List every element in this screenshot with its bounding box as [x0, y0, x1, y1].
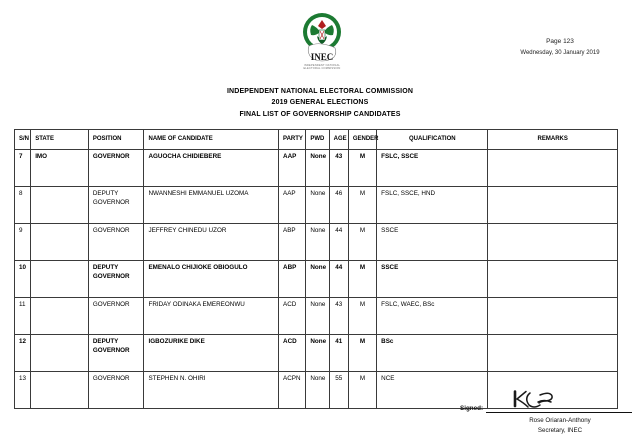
cell-party: AAP	[279, 150, 306, 187]
column-header-pwd: PWD	[306, 130, 329, 150]
cell-name: EMENALO CHIJIOKE OBIOGULO	[144, 261, 279, 298]
cell-age: 44	[329, 224, 348, 261]
cell-position: DEPUTY GOVERNOR	[88, 187, 144, 224]
cell-pwd: None	[306, 372, 329, 409]
cell-remarks	[488, 261, 618, 298]
cell-remarks	[488, 298, 618, 335]
page-number: Page 123	[546, 38, 574, 45]
cell-remarks	[488, 187, 618, 224]
cell-sn: 10	[15, 261, 31, 298]
table-row[interactable]	[15, 261, 618, 298]
inec-logo	[295, 10, 349, 70]
cell-state	[31, 298, 89, 335]
cell-age: 43	[329, 298, 348, 335]
cell-age: 55	[329, 372, 348, 409]
cell-state: IMO	[31, 150, 89, 187]
cell-pwd: None	[306, 335, 329, 372]
cell-state	[31, 335, 89, 372]
cell-gender: M	[348, 150, 376, 187]
cell-sn: 13	[15, 372, 31, 409]
column-header-party: PARTY	[279, 130, 306, 150]
cell-party: ACD	[279, 298, 306, 335]
cell-pwd: None	[306, 187, 329, 224]
cell-pwd: None	[306, 150, 329, 187]
signature-line	[486, 396, 632, 413]
cell-state	[31, 261, 89, 298]
cell-state	[31, 224, 89, 261]
document-title-block	[0, 86, 640, 120]
cell-qualification: SSCE	[377, 261, 488, 298]
cell-qualification: FSLC, SSCE, HND	[377, 187, 488, 224]
title-elections: 2019 GENERAL ELECTIONS	[271, 99, 369, 107]
cell-gender: M	[348, 187, 376, 224]
cell-party: ABP	[279, 261, 306, 298]
cell-gender: M	[348, 224, 376, 261]
svg-text:ELECTORAL COMMISSION: ELECTORAL COMMISSION	[303, 67, 341, 70]
cell-name: STEPHEN N. OHIRI	[144, 372, 279, 409]
cell-party: ACD	[279, 335, 306, 372]
column-header-age: AGE	[329, 130, 348, 150]
cell-sn: 8	[15, 187, 31, 224]
cell-position: GOVERNOR	[88, 298, 144, 335]
column-header-qualification: QUALIFICATION	[377, 130, 488, 150]
cell-qualification: FSLC, SSCE	[377, 150, 488, 187]
cell-name: FRIDAY ODINAKA EMEREONWU	[144, 298, 279, 335]
column-header-position: POSITION	[88, 130, 144, 150]
table-row[interactable]	[15, 150, 618, 187]
cell-gender: M	[348, 335, 376, 372]
column-header-gender: GENDER	[348, 130, 376, 150]
signature-mark	[510, 390, 556, 413]
cell-remarks	[488, 335, 618, 372]
cell-party: AAP	[279, 187, 306, 224]
cell-sn: 9	[15, 224, 31, 261]
cell-name: IGBOZURIKE DIKE	[144, 335, 279, 372]
table-row[interactable]	[15, 298, 618, 335]
candidates-table	[14, 129, 618, 409]
table-body	[15, 150, 618, 409]
column-header-state: STATE	[31, 130, 89, 150]
page-meta	[492, 36, 628, 60]
title-list: FINAL LIST OF GOVERNORSHIP CANDIDATES	[239, 110, 401, 118]
signed-label: Signed:	[460, 405, 484, 412]
table-row[interactable]	[15, 224, 618, 261]
signatory-name: Rose Oriaran-Anthony	[529, 417, 591, 424]
cell-gender: M	[348, 372, 376, 409]
cell-party: ABP	[279, 224, 306, 261]
cell-name: JEFFREY CHINEDU UZOR	[144, 224, 279, 261]
table-header-row	[15, 130, 618, 150]
cell-name: AGUOCHA CHIDIEBERE	[144, 150, 279, 187]
cell-remarks	[488, 224, 618, 261]
cell-pwd: None	[306, 298, 329, 335]
cell-gender: M	[348, 298, 376, 335]
inec-logo-subtext: INDEPENDENT NATIONAL	[303, 64, 341, 67]
document-date: Wednesday, 30 January 2019	[520, 50, 600, 57]
cell-pwd: None	[306, 224, 329, 261]
cell-remarks	[488, 150, 618, 187]
cell-qualification: BSc	[377, 335, 488, 372]
cell-position: GOVERNOR	[88, 372, 144, 409]
candidates-table-wrapper	[14, 129, 618, 409]
cell-position: DEPUTY GOVERNOR	[88, 335, 144, 372]
cell-age: 46	[329, 187, 348, 224]
cell-qualification: NCE	[377, 372, 488, 409]
cell-party: ACPN	[279, 372, 306, 409]
cell-qualification: SSCE	[377, 224, 488, 261]
column-header-sn: S/N	[15, 130, 31, 150]
table-row[interactable]	[15, 335, 618, 372]
cell-state	[31, 372, 89, 409]
cell-sn: 11	[15, 298, 31, 335]
cell-age: 44	[329, 261, 348, 298]
cell-sn: 7	[15, 150, 31, 187]
cell-qualification: FSLC, WAEC, BSc	[377, 298, 488, 335]
column-header-remarks: REMARKS	[488, 130, 618, 150]
cell-position: GOVERNOR	[88, 224, 144, 261]
cell-position: GOVERNOR	[88, 150, 144, 187]
cell-state	[31, 187, 89, 224]
inec-logo-text: INEC	[310, 52, 334, 62]
cell-gender: M	[348, 261, 376, 298]
signature-block	[460, 396, 632, 436]
cell-pwd: None	[306, 261, 329, 298]
cell-sn: 12	[15, 335, 31, 372]
cell-age: 43	[329, 150, 348, 187]
cell-position: DEPUTY GOVERNOR	[88, 261, 144, 298]
title-commission: INDEPENDENT NATIONAL ELECTORAL COMMISSION	[226, 88, 414, 95]
signatory-title: Secretary, INEC	[537, 427, 583, 435]
cell-name: NWANNESHI EMMANUEL UZOMA	[144, 187, 279, 224]
column-header-name: NAME OF CANDIDATE	[144, 130, 279, 150]
cell-age: 41	[329, 335, 348, 372]
table-row[interactable]	[15, 187, 618, 224]
